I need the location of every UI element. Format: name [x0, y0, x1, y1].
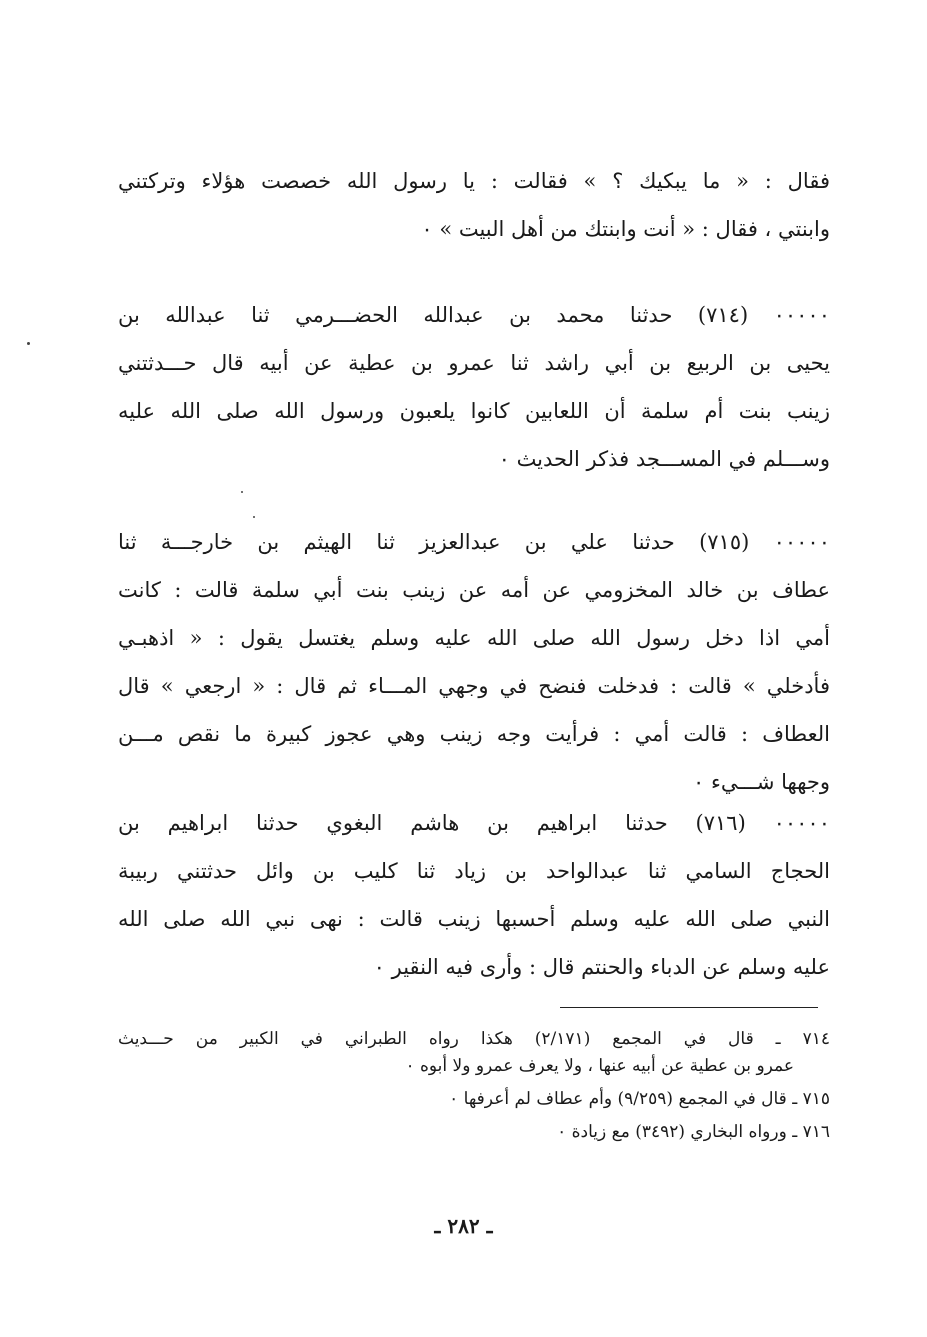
text-line: عليه وسلم عن الدباء والحنتم قال : وأرى فيه النقير ٠	[373, 955, 830, 979]
text-line: أمي اذا دخل رسول الله صلى الله عليه وسلم يغتسل يقول : « اذهبـي	[118, 626, 830, 650]
text-line: يحيى بن الربيع بن أبي راشد ثنا عمرو بن عطية عن أبيه قال حـــدثتني	[118, 351, 830, 375]
paragraph-714	[118, 300, 830, 492]
text-line: زينب بنت أم سلمة أن اللعابين كانوا يلعبون ورسول الله صلى الله عليه	[118, 399, 830, 423]
scan-speck	[253, 516, 255, 518]
paragraph-715	[118, 527, 830, 815]
text-line: ٠٠٠٠٠ (٧١٦) حدثنا ابراهيم بن هاشم البغوي حدثنا ابراهيم بن	[118, 811, 830, 835]
footnote-715: ٧١٥ ـ قال في المجمع (٩/٢٥٩) وأم عطاف لم أعرفها ٠	[449, 1089, 830, 1109]
footnote-714: ٧١٤ ـ قال في المجمع (٢/١٧١) هكذا رواه الطبراني في الكبير من حـــديث	[118, 1029, 830, 1049]
paragraph-716	[118, 808, 830, 1000]
text-line: وجهها شـــيء ٠	[693, 770, 830, 794]
text-line: فأدخلي » قالت : فدخلت فنضح في وجهي المـــاء ثم قال : « ارجعي » قال	[118, 674, 830, 698]
text-line: النبي صلى الله عليه وسلم أحسبها زينب قالت : نهى نبي الله صلى الله	[118, 907, 830, 931]
text-line: فقال : « ما يبكيك ؟ » فقالت : يا رسول الله خصصت هؤلاء وتركتني	[118, 169, 830, 193]
text-line: عطاف بن خالد المخزومي عن أمه عن زينب بنت أبي سلمة قالت : كانت	[118, 578, 830, 602]
text-line: وابنتي ، فقال : « أنت وابنتك من أهل البيت » ٠	[421, 217, 830, 241]
paragraph-1	[118, 166, 830, 262]
text-line: الحجاج السامي ثنا عبدالواحد بن زياد ثنا كليب بن وائل حدثتني ربيبة	[118, 859, 830, 883]
text-line: ٠٠٠٠٠ (٧١٥) حدثنا علي بن عبدالعزيز ثنا الهيثم بن خارجـــة ثنا	[118, 530, 830, 554]
text-line: وســـلم في المســـجد فذكر الحديث ٠	[498, 447, 830, 471]
scan-speck	[27, 342, 30, 345]
page-number: ـ ٢٨٢ ـ	[434, 1214, 493, 1238]
footnote-separator	[560, 1007, 818, 1008]
footnote-716: ٧١٦ ـ ورواه البخاري (٣٤٩٢) مع زيادة ٠	[557, 1122, 830, 1142]
footnote-714-continuation: عمرو بن عطية عن أبيه عنها ، ولا يعرف عمرو ولا أبوه ٠	[405, 1056, 794, 1076]
footnotes	[118, 1027, 830, 1153]
text-line: العطاف : قالت أمي : فرأيت وجه زينب وهي عجوز كبيرة ما نقص مـــن	[118, 722, 830, 746]
text-line: ٠٠٠٠٠ (٧١٤) حدثنا محمد بن عبدالله الحضـــرمي ثنا عبدالله بن	[118, 303, 830, 327]
scan-speck	[241, 491, 243, 493]
